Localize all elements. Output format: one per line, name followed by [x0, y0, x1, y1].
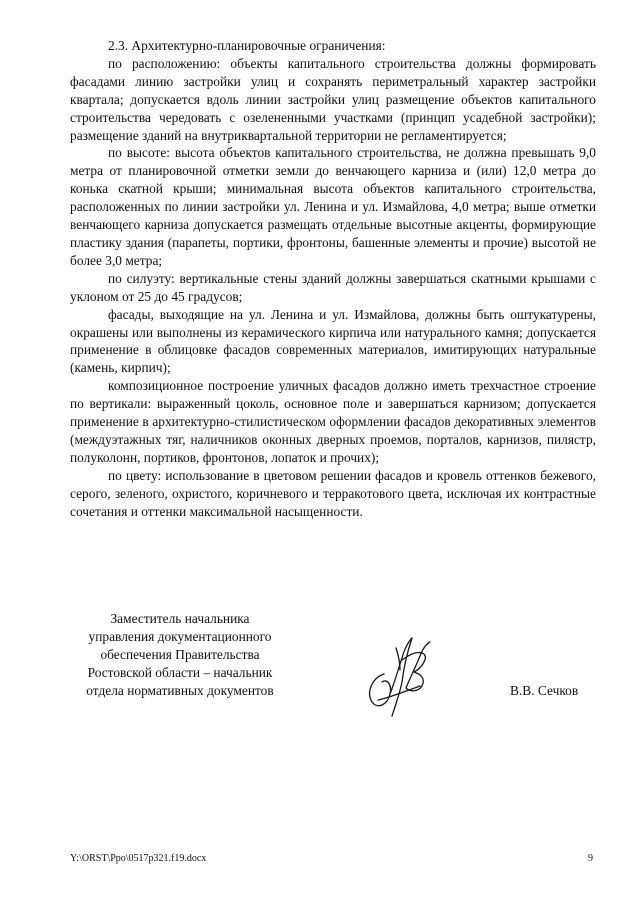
paragraph-composition: композиционное построение уличных фасадов должно иметь трехчастное строение по вертикали: выраженный цоколь, основное поле и завершаться карнизом; допускается применение в архитектурно-стилистическом оформлении фасадов декоративных элементов (междуэтажных тяг, наличников оконных дверных проемов, порталов, карнизов, пилястр, полуколонн, портиков, фронтонов, лопаток и прочих);: [70, 378, 596, 465]
handwritten-signature: [362, 630, 438, 722]
paragraph-height: по высоте: высота объектов капитального строительства, не должна превышать 9,0 метра от планировочной отметки земли до венчающего карниза и (или) 12,0 метра до конька скатной крыши; минимальная высота объектов капитального строительства, расположенных по линии застройки ул. Ленина и ул. Измайлова, 4,0 метра; выше отметки венчающего карниза допускается размещать отдельные высотные акценты, формирующие пластику здания (парапеты, портики, фронтоны, башенные элементы и прочие) высотой не более 3,0 метра;: [70, 145, 596, 268]
signer-title: [60, 610, 300, 700]
signer-title-line: отдела нормативных документов: [86, 682, 274, 698]
paragraph-color: по цвету: использование в цветовом решении фасадов и кровель оттенков бежевого, серого, зеленого, охристого, коричневого и терракотового цвета, исключая их контрастные сочетания и оттенки максимальной насыщенности.: [70, 467, 596, 519]
paragraph-facades: фасады, выходящие на ул. Ленина и ул. Измайлова, должны быть оштукатурены, окрашены или выполнены из керамического кирпича или натурального камня; допускается применение в облицовке фасадов современных материалов, имитирующих натуральные (камень, кирпич);: [70, 306, 596, 376]
paragraph-location: по расположению: объекты капитального строительства должны формировать фасадами линию застройки улиц и сохранять периметральный характер застройки квартала; допускается вдоль линии застройки улиц размещение объектов капитального строительства чередовать с озелененными участками (принцип усадебной застройки); размещение зданий на внутриквартальной территории не регламентируется;: [70, 55, 596, 143]
section-heading: 2.3. Архитектурно-планировочные ограничения:: [108, 38, 386, 53]
footer-file-path: Y:\ORST\Ppo\0517p321.f19.docx: [70, 853, 207, 864]
signer-title-line: обеспечения Правительства: [100, 646, 260, 662]
signer-title-line: управления документационного: [88, 628, 272, 644]
signer-title-line: Заместитель начальника: [110, 611, 250, 626]
signer-name: В.В. Сечков: [510, 683, 579, 698]
document-body: [70, 37, 596, 520]
page-number: 9: [588, 853, 593, 864]
signer-title-line: Ростовской области – начальник: [87, 664, 273, 680]
paragraph-silhouette: по силуэту: вертикальные стены зданий должны завершаться скатными крышами с уклоном от 25 до 45 градусов;: [70, 270, 596, 304]
